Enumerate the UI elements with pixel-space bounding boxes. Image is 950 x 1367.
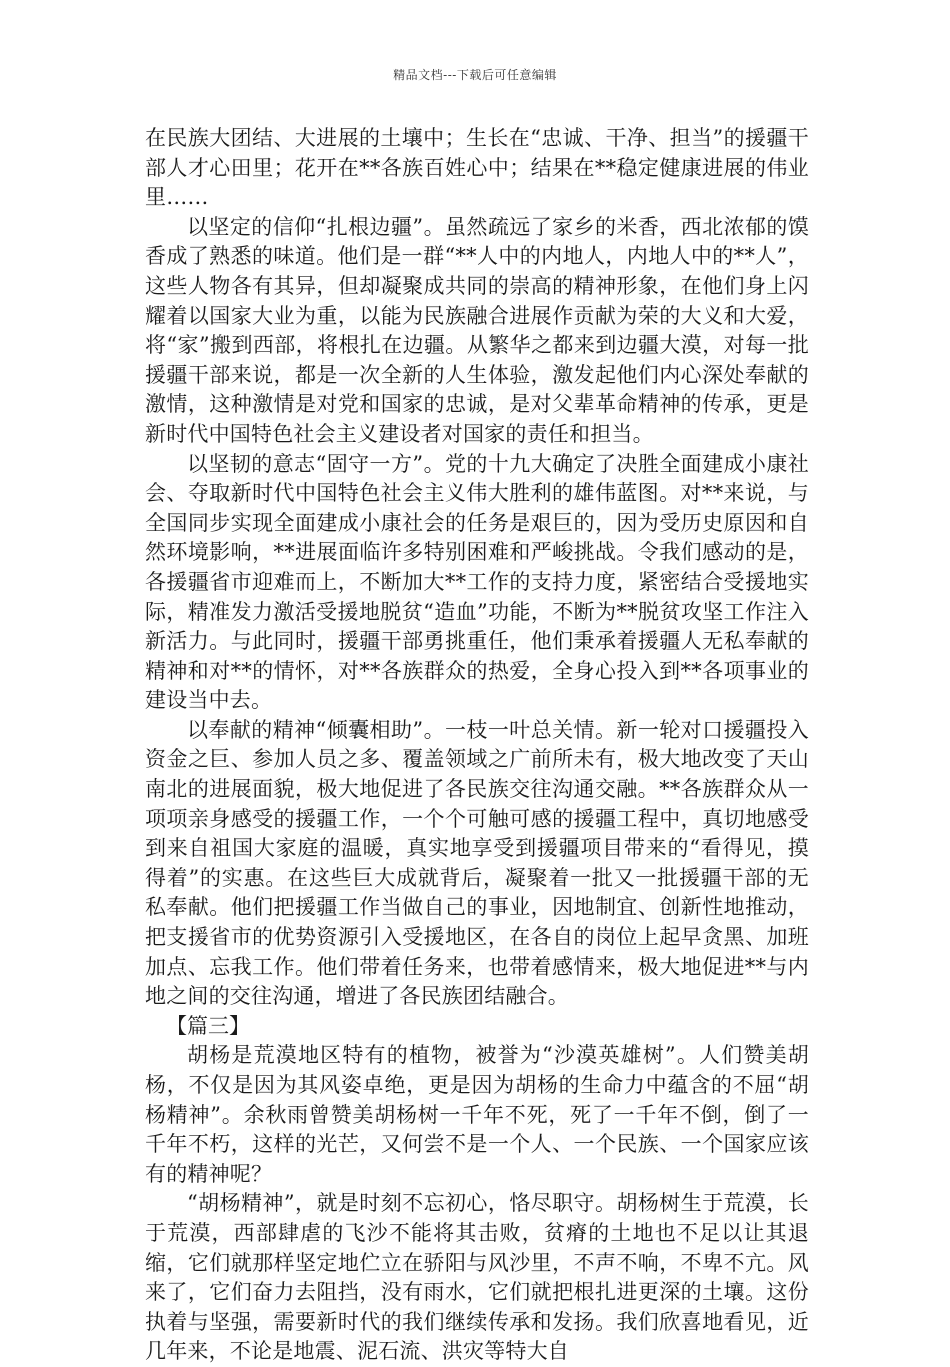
section-heading: 【篇三】 <box>166 1013 250 1038</box>
page-header: 精品文档---下载后可任意编辑 <box>393 68 557 82</box>
paragraph-poplar-intro: 胡杨是荒漠地区特有的植物，被誉为“沙漠英雄树”。人们赞美胡杨，不仅是因为其风姿卓绝，更是因为胡杨的生命力中蕴含的不屈“胡杨精神”。余秋雨曾赞美胡杨树一千年不死，死了一千年不倒，倒了一千年不朽，这样的光芒，又何尝不是一个人、一个民族、一个国家应该有的精神呢？ <box>145 1043 809 1186</box>
paragraph-roots: 以坚定的信仰“扎根边疆”。虽然疏远了家乡的米香，西北浓郁的馍香成了熟悉的味道。他们是一群“**人中的内地人，内地人中的**人”，这些人物各有其异，但却凝聚成共同的崇高的精神形象，在他们身上闪耀着以国家大业为重，以能为民族融合进展作贡献为荣的大义和大爱，将“家”搬到西部，将根扎在边疆。从繁华之都来到边疆大漠，对每一批援疆干部来说，都是一次全新的人生体验，激发起他们内心深处奉献的激情，这种激情是对党和国家的忠诚，是对父辈革命精神的传承，更是新时代中国特色社会主义建设者对国家的责任和担当。 <box>145 214 809 446</box>
paragraph-continuation: 在民族大团结、大进展的土壤中；生长在“忠诚、干净、担当”的援疆干部人才心田里；花开在**各族百姓心中；结果在**稳定健康进展的伟业里…… <box>145 126 809 210</box>
document-body <box>145 124 809 1367</box>
paragraph-dedication: 以奉献的精神“倾囊相助”。一枝一叶总关情。新一轮对口援疆投入资金之巨、参加人员之多、覆盖领域之广前所未有，极大地改变了天山南北的进展面貌，极大地促进了各民族交往沟通交融。**各族群众从一项项亲身感受的援疆工作，一个个可触可感的援疆工程中，真切地感受到来自祖国大家庭的温暖，真实地享受到援疆项目带来的“看得见，摸得着”的实惠。在这些巨大成就背后，凝聚着一批又一批援疆干部的无私奉献。他们把援疆工作当做自己的事业，因地制宜、创新性地推动，把支援省市的优势资源引入受援地区，在各自的岗位上起早贪黑、加班加点、忘我工作。他们带着任务来，也带着感情来，极大地促进**与内地之间的交往沟通，增进了各民族团结融合。 <box>145 717 809 1009</box>
paragraph-perseverance: 以坚韧的意志“固守一方”。党的十九大确定了决胜全面建成小康社会、夺取新时代中国特色社会主义伟大胜利的雄伟蓝图。对**来说，与全国同步实现全面建成小康社会的任务是艰巨的，因为受历史原因和自然环境影响，**进展面临许多特别困难和严峻挑战。令我们感动的是，各援疆省市迎难而上，不断加大**工作的支持力度，紧密结合受援地实际，精准发力激活受援地脱贫“造血”功能，不断为**脱贫攻坚工作注入新活力。与此同时，援疆干部勇挑重任，他们秉承着援疆人无私奉献的精神和对**的情怀，对**各族群众的热爱，全身心投入到**各项事业的建设当中去。 <box>145 451 809 713</box>
paragraph-poplar-spirit: “胡杨精神”，就是时刻不忘初心，恪尽职守。胡杨树生于荒漠，长于荒漠，西部肆虐的飞沙不能将其击败，贫瘠的土地也不足以让其退缩，它们就那样坚定地伫立在骄阳与风沙里，不声不响，不卑不亢。风来了，它们奋力去阻挡，没有雨水，它们就把根扎进更深的土壤。这份执着与坚强，需要新时代的我们继续传承和发扬。我们欣喜地看见，近几年来，不论是地震、泥石流、洪灾等特大自 <box>145 1191 809 1364</box>
